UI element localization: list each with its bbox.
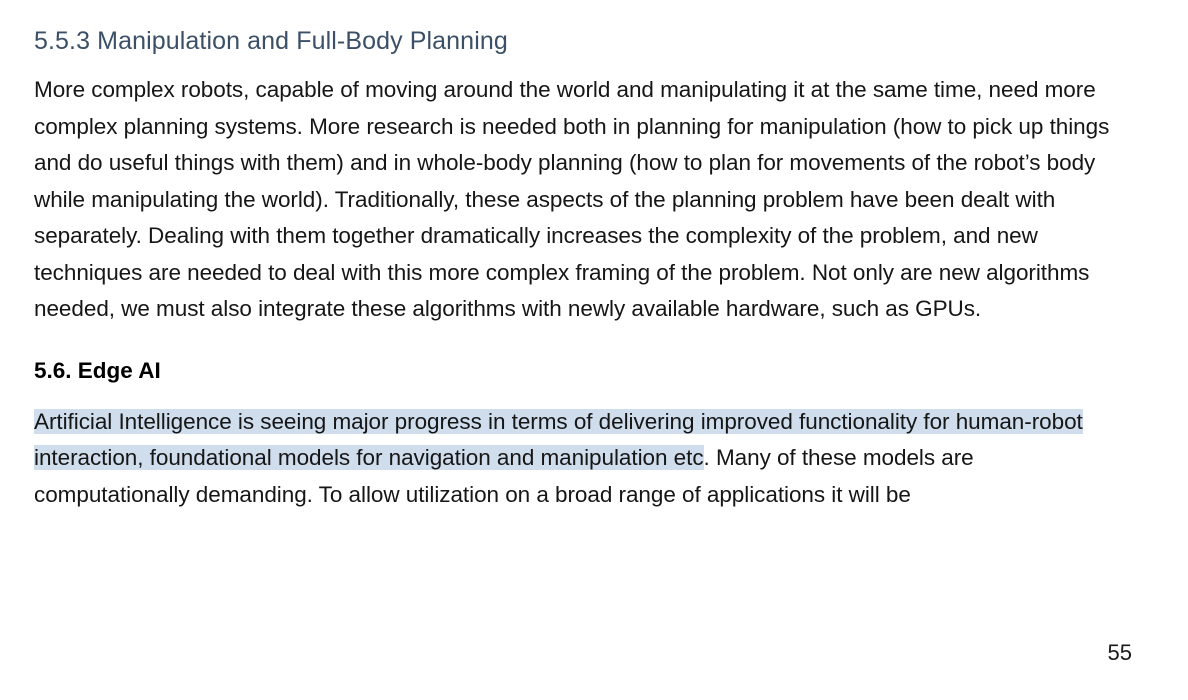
body-paragraph-1: More complex robots, capable of moving around the world and manipulating it at the same time, need more complex planning systems. More research is needed both in planning for manipulation (how to pick up things and do useful things with them) and in whole-body planning (how to plan for movements of the robot’s body while manipulating the world). Traditionally, these aspects of the planning problem have been dealt with separately. Dealing with them together dramatically increases the complexity of the problem, and new techniques are needed to deal with this more complex framing of the problem. Not only are new algorithms needed, we must also integrate these algorithms with newly available hardware, such as GPUs. [34,77,1110,321]
page-number: 55 [1107,640,1132,665]
highlighted-text: Artificial Intelligence is seeing major progress in terms of delivering improved functionality for human-robot interaction, foundational models for navigation and manipulation etc [34,408,1083,470]
body-paragraph-2 [34,404,1132,514]
paragraph-2-remainder: . Many of these models are computationally demanding. To allow utilization on a broad range of applications it will be [34,445,974,507]
section-heading: 5.5.3 Manipulation and Full-Body Planning [34,27,508,55]
sub-heading-edge-ai: 5.6. Edge AI [34,357,161,383]
